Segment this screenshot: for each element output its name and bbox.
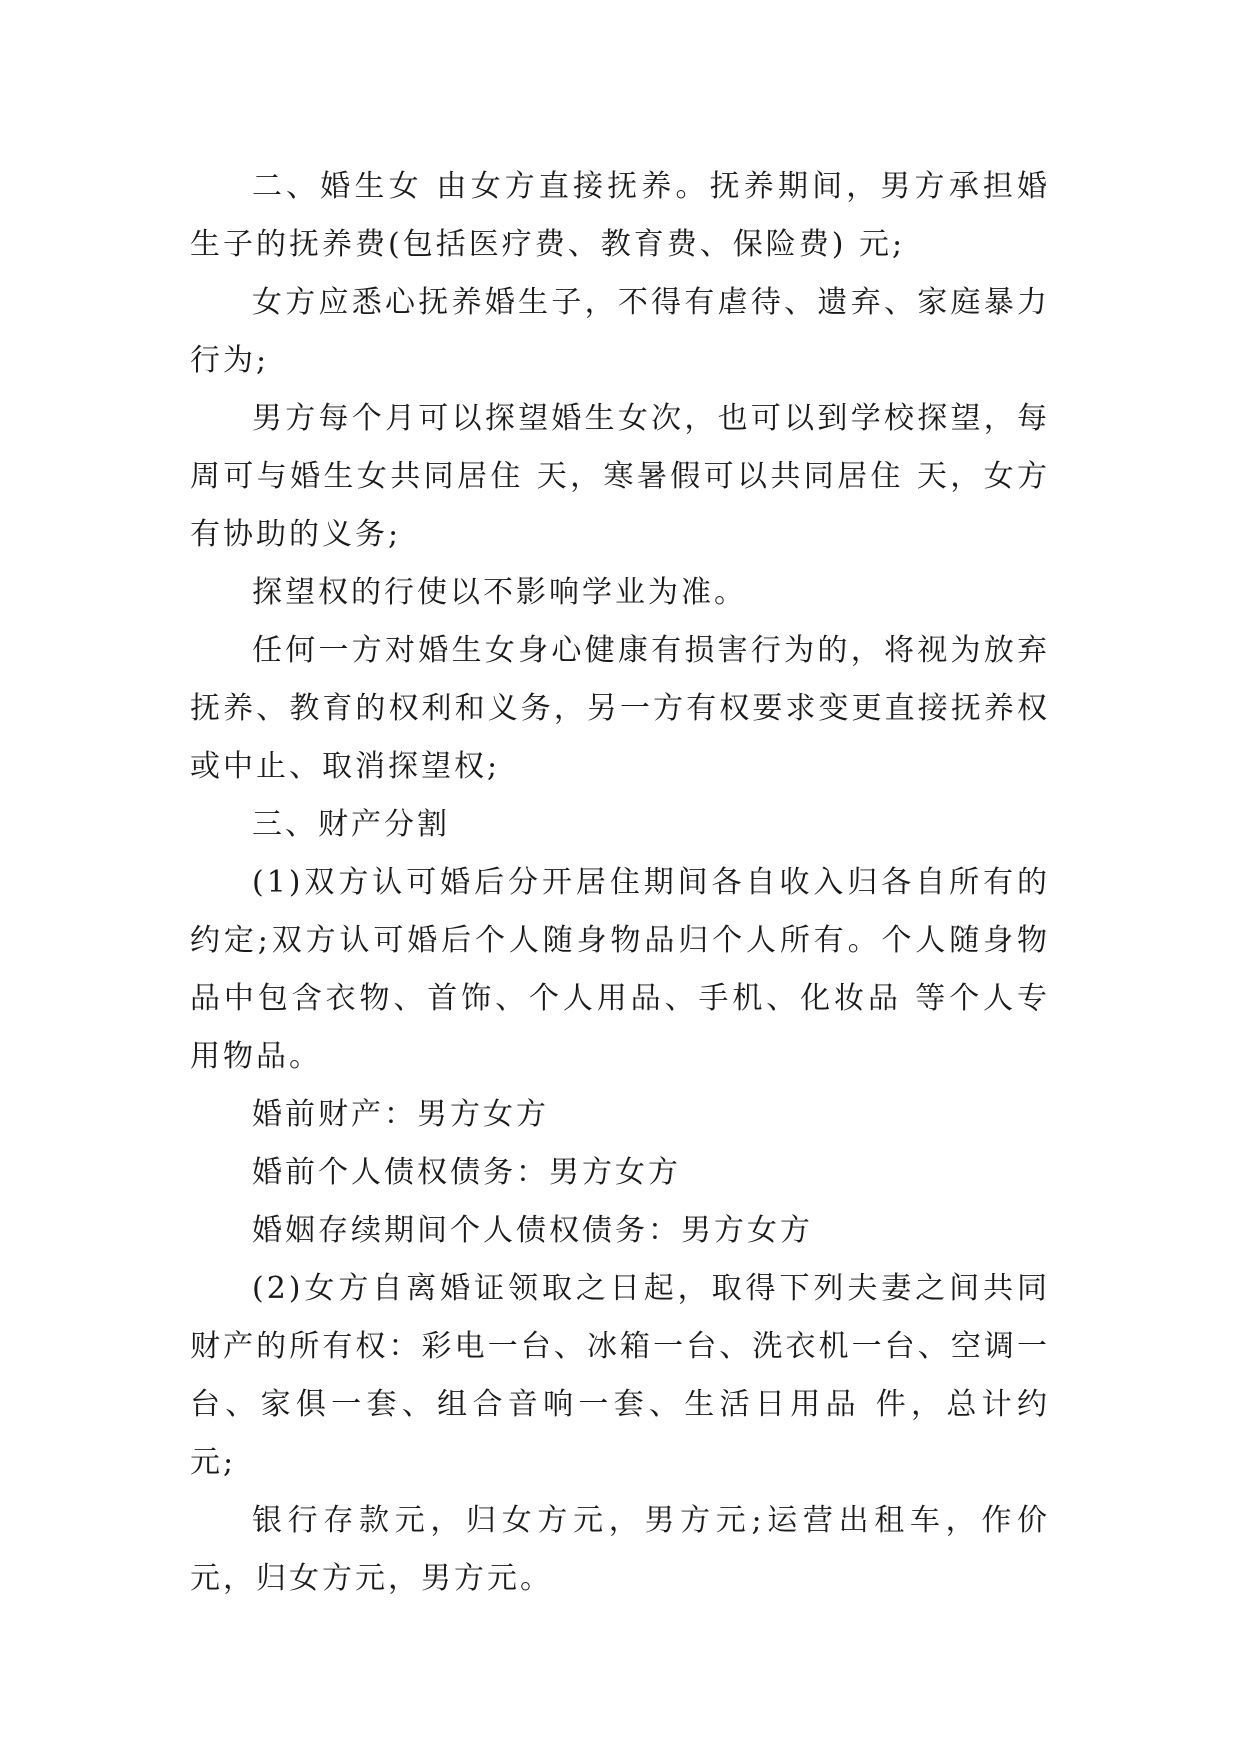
- paragraph-visitation: 男方每个月可以探望婚生女次，也可以到学校探望，每周可与婚生女共同居住 天，寒暑假可以共同居住 天，女方有协助的义务;: [190, 401, 1050, 552]
- paragraph-mother-duty: 女方应悉心抚养婚生子，不得有虐待、遗弃、家庭暴力行为;: [190, 285, 1050, 378]
- paragraph-bank-deposit: 银行存款元，归女方元，男方元;运营出租车，作价元，归女方元，男方元。: [190, 1503, 1050, 1596]
- paragraph-premarital-debts: 婚前个人债权债务：男方女方: [252, 1155, 681, 1190]
- document-body: [190, 158, 1050, 1608]
- paragraph-harm-clause: 任何一方对婚生女身心健康有损害行为的，将视为放弃抚养、教育的权利和义务，另一方有权要求变更直接抚养权或中止、取消探望权;: [190, 633, 1050, 784]
- paragraph-marital-debts: 婚姻存续期间个人债权债务：男方女方: [252, 1213, 813, 1248]
- paragraph-personal-items: (1)双方认可婚后分开居住期间各自收入归各自所有的约定;双方认可婚后个人随身物品归个人所有。个人随身物品中包含衣物、首饰、个人用品、手机、化妆品 等个人专用物品。: [190, 865, 1050, 1074]
- paragraph-visitation-condition: 探望权的行使以不影响学业为准。: [252, 575, 747, 610]
- paragraph-child-custody: 二、婚生女 由女方直接抚养。抚养期间，男方承担婚生子的抚养费(包括医疗费、教育费、保险费) 元;: [190, 169, 1050, 262]
- paragraph-premarital-property: 婚前财产：男方女方: [252, 1097, 549, 1132]
- section-heading-property: 三、财产分割: [252, 807, 450, 842]
- paragraph-joint-property: (2)女方自离婚证领取之日起，取得下列夫妻之间共同财产的所有权：彩电一台、冰箱一台、洗衣机一台、空调一台、家俱一套、组合音响一套、生活日用品 件，总计约 元;: [190, 1271, 1050, 1480]
